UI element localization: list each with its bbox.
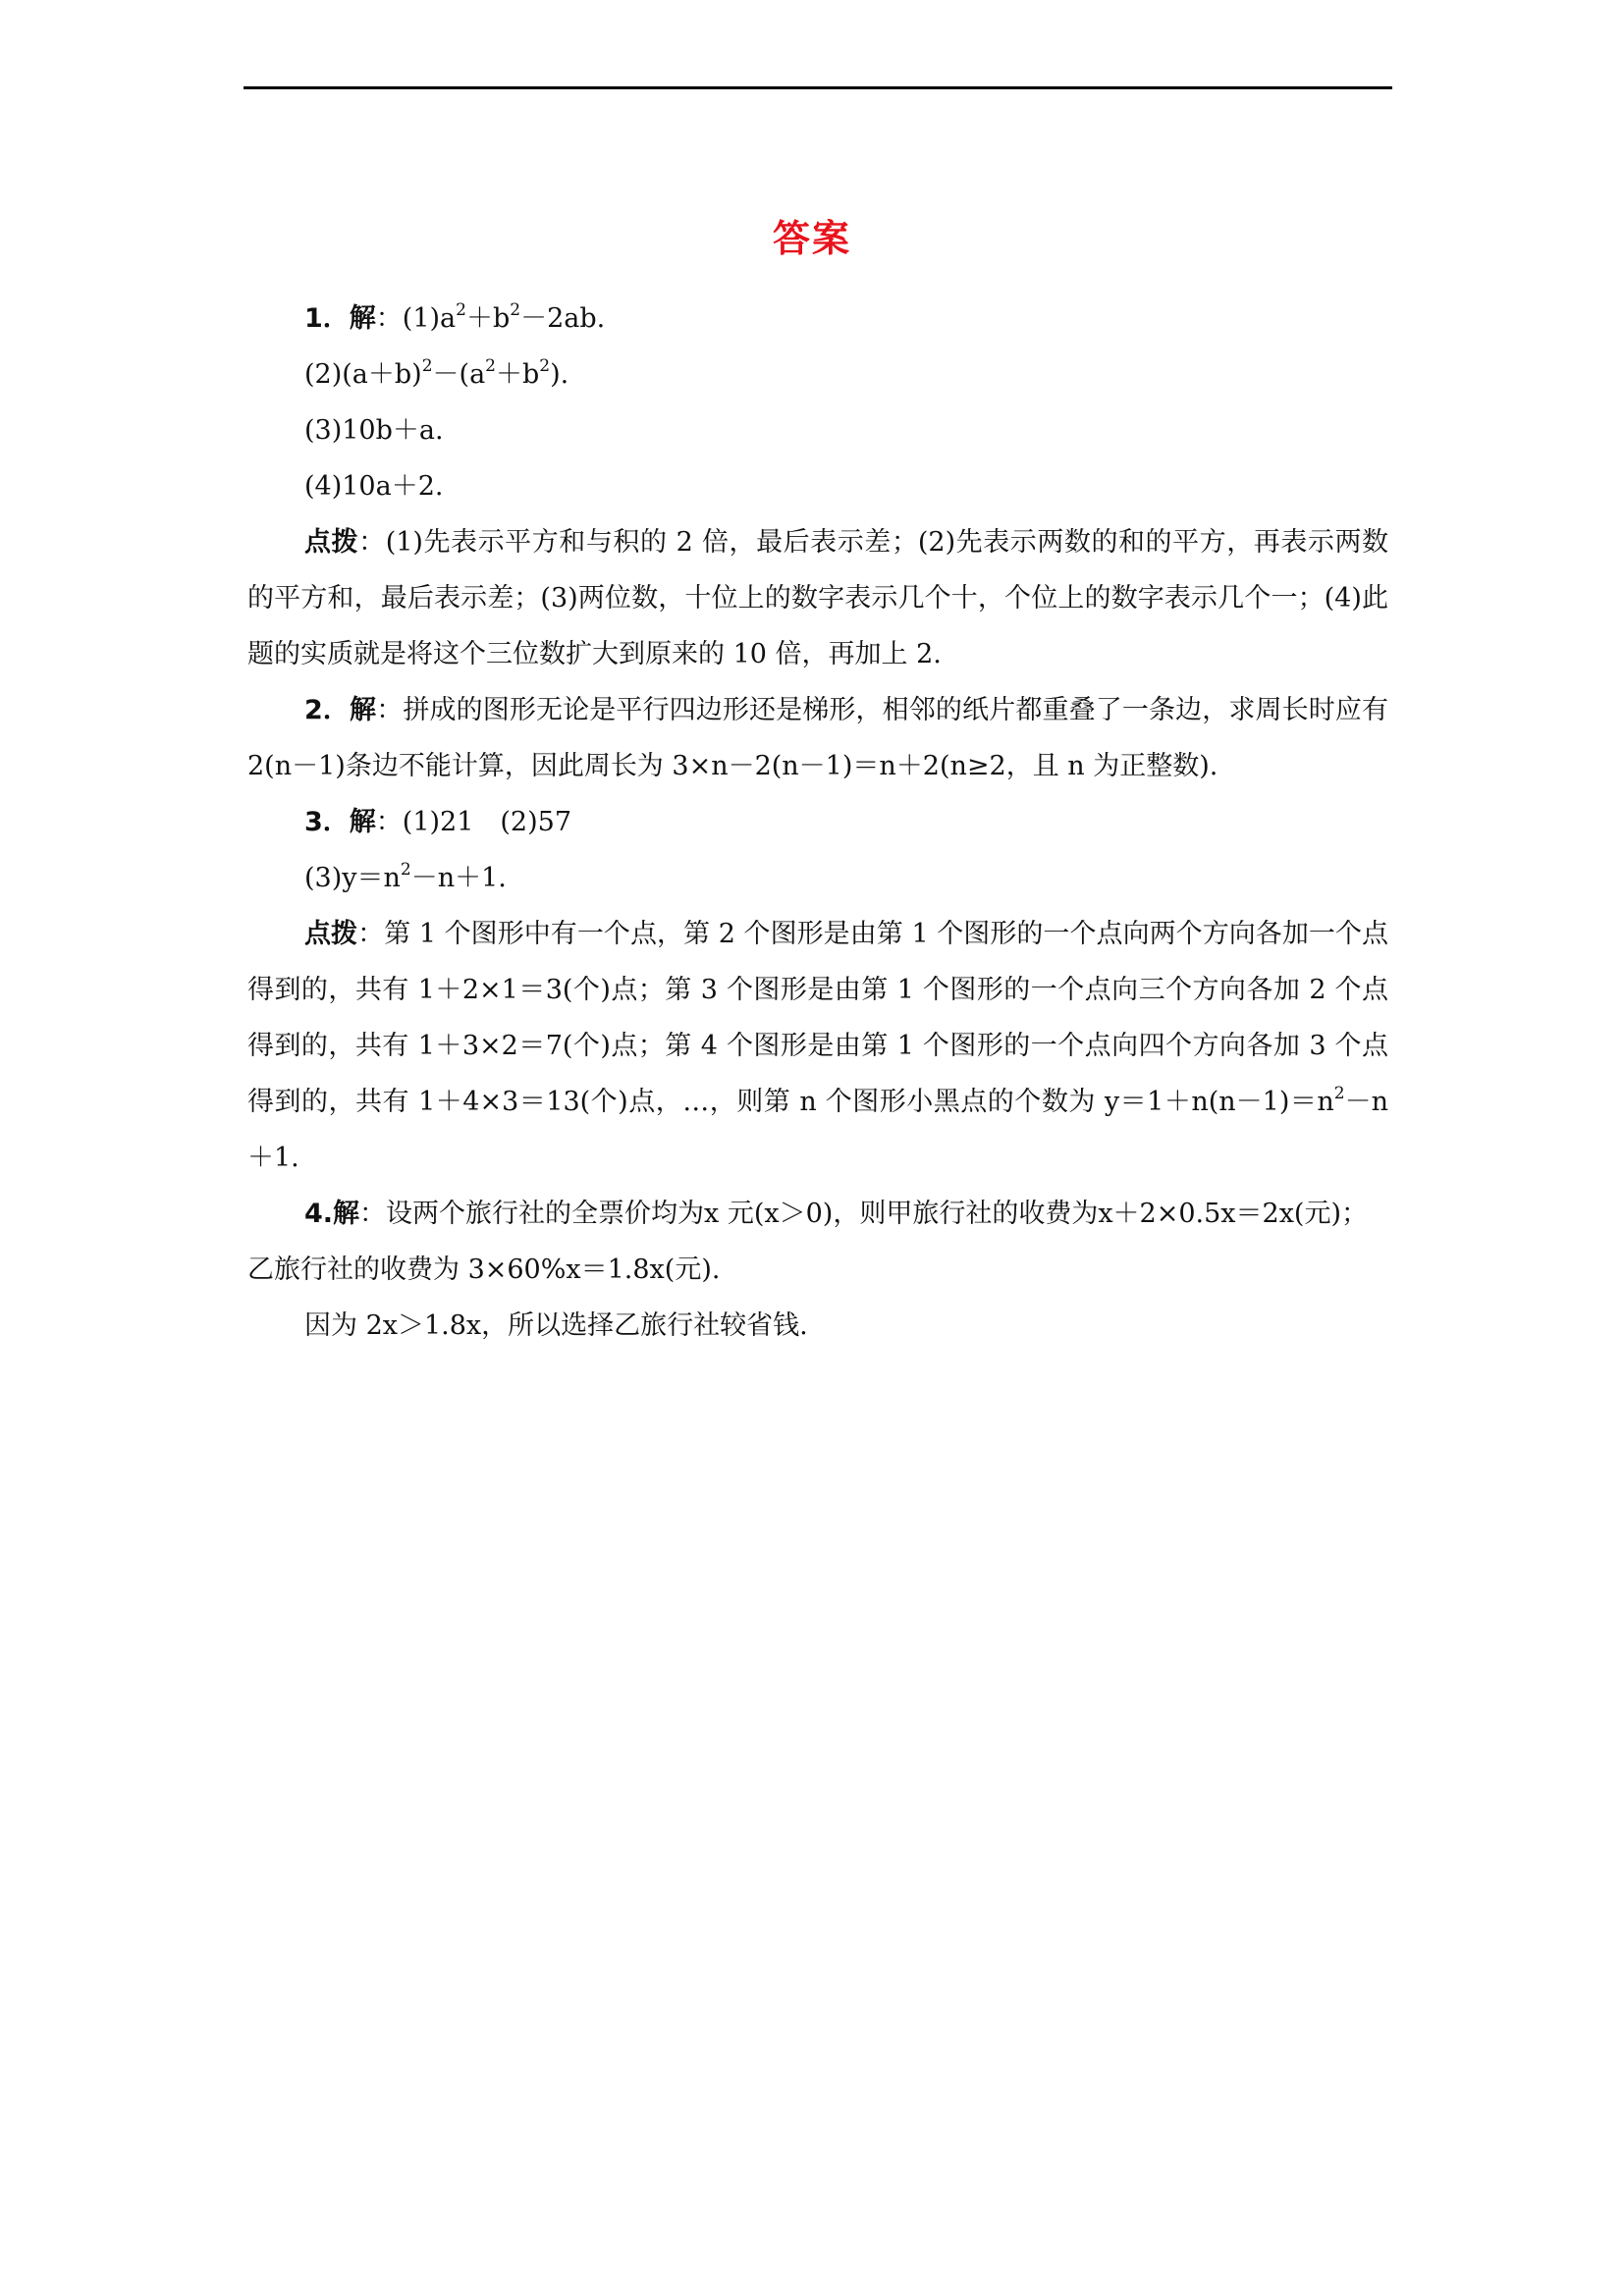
q4-text: 设两个旅行社的全票价均为x 元(x＞0)，则甲旅行社的收费为x＋2×0.5x＝2x(元)； [386,1199,1368,1229]
q3-hint-sep: ： [357,919,385,949]
q1-hint [247,514,1388,682]
q3-hint-sup: 2 [1333,1084,1345,1103]
q1-l1c: －2ab. [520,303,606,334]
q1-line3: (3)10b＋a. [304,415,444,446]
q3-hint-text-b: －n＋1. [247,1087,1388,1173]
q1-line4: (4)10a＋2. [304,471,444,502]
q1-l2-sup1: 2 [421,356,433,376]
q2-answer [247,682,1388,794]
q1-l2d: ). [550,359,569,390]
q1-number: 1． [304,303,350,334]
q3-line1 [247,794,1388,850]
q3-l1: (1)21 (2)57 [402,807,572,837]
q4-label: 解 [333,1199,360,1229]
q1-hint-label: 点拨 [304,527,359,558]
q3-sep: ： [375,807,403,837]
q2-text: 拼成的图形无论是平行四边形还是梯形，相邻的纸片都重叠了一条边，求周长时应有 2(n－1)条边不能计算，因此周长为 3×n－2(n－1)＝n＋2(n≥2，且 n 为正整数). [247,695,1389,781]
q4-number: 4. [304,1199,334,1229]
q3-hint [247,906,1388,1186]
q3-label: 解 [349,807,376,837]
header-rule [244,86,1392,89]
q1-l2b: －(a [432,359,486,390]
q1-line2 [247,347,1388,402]
q1-hint-text: (1)先表示平方和与积的 2 倍，最后表示差；(2)先表示两数的和的平方，再表示两数的平方和，最后表示差；(3)两位数，十位上的数字表示几个十，个位上的数字表示几个一；(4)此题的实质就是将这个三位数扩大到原来的 10 倍，再加上 2. [247,527,1389,669]
q1-l2-sup3: 2 [539,356,551,376]
q2-sep: ： [376,695,404,725]
q1-l1b: ＋b [465,303,511,334]
q3-l2-sup: 2 [400,860,411,880]
q3-hint-text-a: 第 1 个图形中有一个点，第 2 个图形是由第 1 个图形的一个点向两个方向各加一个点得到的，共有 1＋2×1＝3(个)点；第 3 个图形是由第 1 个图形的一个点向三个方向各加 2 个点得到的，共有 1＋3×2＝7(个)点；第 4 个图形是由第 1 个图形的一个点向四个方向各加 3 个点得到的，共有 1＋4×3＝13(个)点，…，则第 n 个图形小黑点的个数为 y＝1＋n(n－1)＝n [247,919,1388,1117]
q3-l2a: (3)y＝n [304,863,401,893]
q2-number: 2． [304,695,351,725]
q4-line1 [247,1186,1388,1242]
q1-hint-sep: ： [358,527,386,558]
q1-l2a: (2)(a＋b) [304,359,422,390]
page-title: 答案 [772,217,851,260]
q1-l2-sup2: 2 [485,356,496,376]
q1-label: 解 [349,303,376,334]
q4-line2: 乙旅行社的收费为 3×60%x＝1.8x(元). [247,1255,721,1285]
q1-l1-sup1: 2 [456,300,466,320]
q1-l1-sup2: 2 [510,300,521,320]
q1-l2c: ＋b [496,359,540,390]
q1-line1 [247,291,1388,347]
q4-line3: 因为 2x＞1.8x，所以选择乙旅行社较省钱. [304,1310,808,1341]
q3-line2 [247,850,1388,906]
q4-sep: ： [359,1199,387,1229]
q3-hint-label: 点拨 [304,919,358,949]
q3-l2b: －n＋1. [410,863,507,893]
q2-label: 解 [350,695,377,725]
q3-number: 3． [304,807,350,837]
q1-l1a: (1)a [402,303,457,334]
q1-sep: ： [375,303,403,334]
answer-content [247,291,1388,1354]
